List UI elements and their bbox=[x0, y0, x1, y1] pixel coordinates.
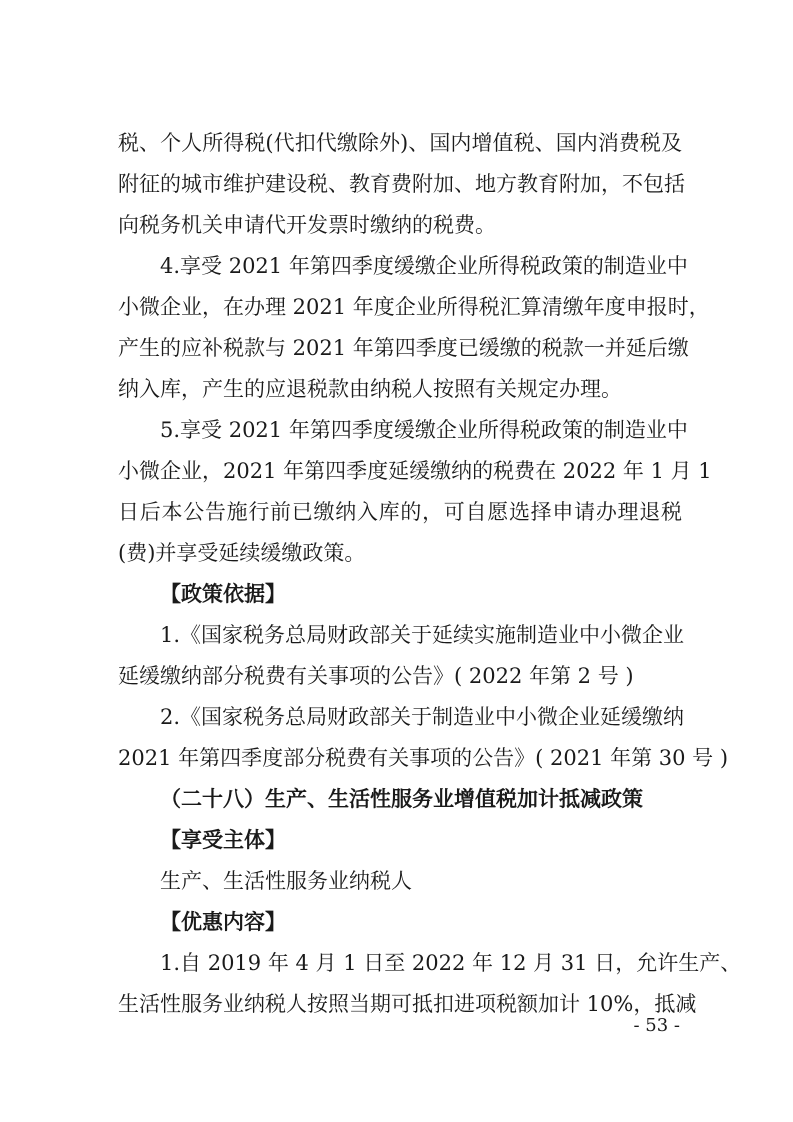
item-5-line-1: 5.享受 2021 年第四季度缓缴企业所得税政策的制造业中 bbox=[160, 418, 688, 442]
preferential-content-heading: 【优惠内容】 bbox=[160, 910, 286, 934]
section-28-title: （二十八）生产、生活性服务业增值税加计抵减政策 bbox=[160, 787, 643, 811]
item-4-line-2: 小微企业，在办理 2021 年度企业所得税汇算清缴年度申报时， bbox=[118, 295, 710, 319]
policy-basis-heading: 【政策依据】 bbox=[160, 582, 286, 606]
item-5-line-3: 日后本公告施行前已缴纳入库的，可自愿选择申请办理退税 bbox=[118, 500, 682, 524]
item-5-line-4: (费)并享受延续缓缴政策。 bbox=[118, 541, 366, 565]
item-4-line-3: 产生的应补税款与 2021 年第四季度已缓缴的税款一并延后缴 bbox=[118, 336, 689, 360]
content-1-line-1: 1.自 2019 年 4 月 1 日至 2022 年 12 月 31 日，允许生产、 bbox=[160, 951, 742, 975]
paragraph-line-3: 向税务机关申请代开发票时缴纳的税费。 bbox=[118, 213, 496, 237]
item-4-line-4: 纳入库，产生的应退税款由纳税人按照有关规定办理。 bbox=[118, 377, 622, 401]
beneficiary-text: 生产、生活性服务业纳税人 bbox=[160, 869, 412, 893]
item-5-line-2: 小微企业，2021 年第四季度延缓缴纳的税费在 2022 年 1 月 1 bbox=[118, 459, 712, 483]
content-1-line-2: 生活性服务业纳税人按照当期可抵扣进项税额加计 10%，抵减 bbox=[118, 992, 697, 1016]
basis-1-line-2: 延缓缴纳部分税费有关事项的公告》( 2022 年第 2 号 ) bbox=[118, 664, 634, 688]
basis-1-line-1: 1.《国家税务总局财政部关于延续实施制造业中小微企业 bbox=[160, 623, 685, 647]
page-number: - 53 - bbox=[633, 1015, 680, 1036]
beneficiary-heading: 【享受主体】 bbox=[160, 828, 286, 852]
basis-2-line-1: 2.《国家税务总局财政部关于制造业中小微企业延缓缴纳 bbox=[160, 705, 685, 729]
paragraph-line-1: 税、个人所得税(代扣代缴除外)、国内增值税、国内消费税及 bbox=[118, 131, 682, 155]
basis-2-line-2: 2021 年第四季度部分税费有关事项的公告》( 2021 年第 30 号 ) bbox=[118, 746, 729, 770]
item-4-line-1: 4.享受 2021 年第四季度缓缴企业所得税政策的制造业中 bbox=[160, 254, 688, 278]
paragraph-line-2: 附征的城市维护建设税、教育费附加、地方教育附加，不包括 bbox=[118, 172, 685, 196]
